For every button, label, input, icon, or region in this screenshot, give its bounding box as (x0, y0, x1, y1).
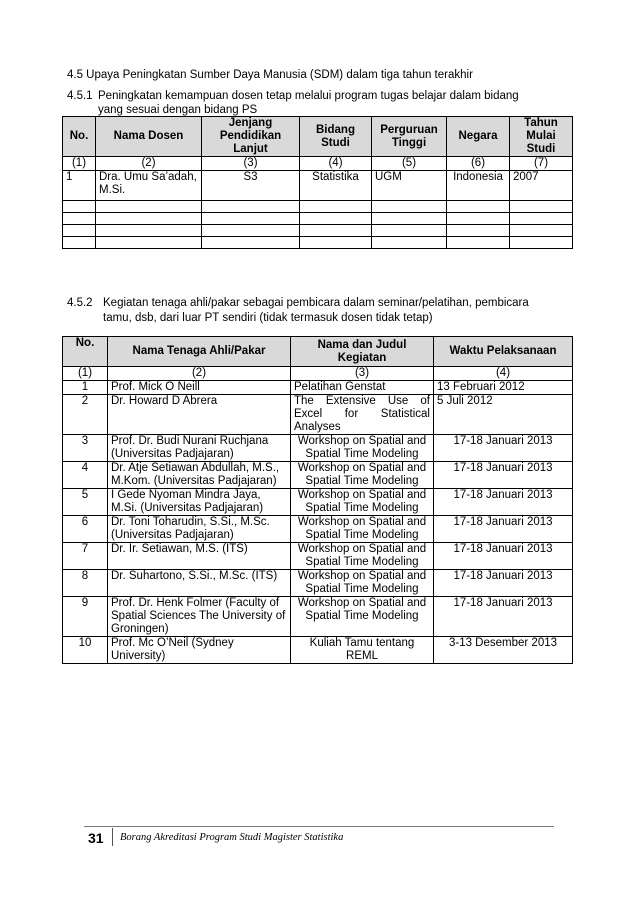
table2-cell-nama: Dr. Toni Toharudin, S.Si., M.Sc. (Universitas Padjajaran) (108, 516, 291, 543)
footer-divider (84, 826, 554, 827)
table2-cell-waktu: 17-18 Januari 2013 (434, 489, 573, 516)
table2-cell-kegiatan: Pelatihan Genstat (291, 381, 434, 395)
table1-colnum: (1) (63, 157, 96, 171)
table1-colnum: (6) (447, 157, 510, 171)
table-row (63, 597, 573, 637)
table-row (63, 381, 573, 395)
footer-separator (112, 828, 113, 846)
table2-cell-waktu: 13 Februari 2012 (434, 381, 573, 395)
table-row-empty (63, 237, 573, 249)
table1-cell-no: 1 (63, 171, 96, 201)
section-text-4-5-1-line2: yang sesuai dengan bidang PS (98, 104, 258, 116)
table1-colnum: (5) (372, 157, 447, 171)
table1-cell-nama: Dra. Umu Sa’adah, M.Si. (96, 171, 202, 201)
table-row (63, 543, 573, 570)
section-text-4-5-2-line1: Kegiatan tenaga ahli/pakar sebagai pembicara dalam seminar/pelatihan, pembicara (103, 297, 529, 309)
footer-text: Borang Akreditasi Program Studi Magister Statistika (120, 832, 344, 843)
section-text-4-5-2-line2: tamu, dsb, dari luar PT sendiri (tidak termasuk dosen tidak tetap) (103, 312, 433, 324)
table2-cell-waktu: 3-13 Desember 2013 (434, 637, 573, 664)
table-row-empty (63, 225, 573, 237)
table-row (63, 637, 573, 664)
table2-cell-nama: Prof. Mc O’Neil (Sydney University) (108, 637, 291, 664)
table2-cell-kegiatan: Workshop on Spatial and Spatial Time Modeling (291, 489, 434, 516)
table2-cell-waktu: 17-18 Januari 2013 (434, 570, 573, 597)
table2-cell-no: 6 (63, 516, 108, 543)
table-row (63, 570, 573, 597)
table1-colnum: (2) (96, 157, 202, 171)
table1-colnum: (3) (202, 157, 300, 171)
table2-cell-nama: Prof. Dr. Henk Folmer (Faculty of Spatial Sciences The University of Groningen) (108, 597, 291, 637)
table2-cell-no: 9 (63, 597, 108, 637)
table2-header-kegiatan: Nama dan Judul Kegiatan (291, 337, 434, 367)
table1-colnum: (4) (300, 157, 372, 171)
table-row (63, 462, 573, 489)
table2-cell-no: 8 (63, 570, 108, 597)
table2-cell-no: 7 (63, 543, 108, 570)
table1-cell-bidang: Statistika (300, 171, 372, 201)
table1-colnum: (7) (510, 157, 573, 171)
table1-cell-negara: Indonesia (447, 171, 510, 201)
table2-cell-nama: Dr. Suhartono, S.Si., M.Sc. (ITS) (108, 570, 291, 597)
table-row (63, 516, 573, 543)
table-row-empty (63, 213, 573, 225)
table2-cell-nama: Dr. Atje Setiawan Abdullah, M.S., M.Kom. (Universitas Padjajaran) (108, 462, 291, 489)
table1-header-jenjang: Jenjang Pendidikan Lanjut (202, 117, 300, 157)
table1-header-perguruan: Perguruan Tinggi (372, 117, 447, 157)
table2-colnum: (4) (434, 367, 573, 381)
table2-cell-kegiatan: The Extensive Use of Excel for Statistical Analyses (291, 395, 434, 435)
table2-cell-kegiatan: Workshop on Spatial and Spatial Time Modeling (291, 516, 434, 543)
table2-colnum: (3) (291, 367, 434, 381)
section-number-4-5-2: 4.5.2 (67, 297, 93, 309)
table-dosen-tugas-belajar (62, 116, 573, 249)
table1-header-tahun: Tahun Mulai Studi (510, 117, 573, 157)
table2-cell-no: 5 (63, 489, 108, 516)
table2-cell-nama: Prof. Dr. Budi Nurani Ruchjana (Universitas Padjajaran) (108, 435, 291, 462)
table2-cell-no: 4 (63, 462, 108, 489)
table2-cell-waktu: 17-18 Januari 2013 (434, 597, 573, 637)
table2-colnum: (1) (63, 367, 108, 381)
table2-cell-waktu: 5 Juli 2012 (434, 395, 573, 435)
table2-cell-kegiatan: Workshop on Spatial and Spatial Time Modeling (291, 597, 434, 637)
table2-cell-nama: Prof. Mick O Neill (108, 381, 291, 395)
table2-cell-no: 1 (63, 381, 108, 395)
table-row (63, 171, 573, 201)
table2-cell-nama: Dr. Howard D Abrera (108, 395, 291, 435)
table2-cell-waktu: 17-18 Januari 2013 (434, 462, 573, 489)
table2-header-nama: Nama Tenaga Ahli/Pakar (108, 337, 291, 367)
table1-header-no: No. (63, 117, 96, 157)
table2-cell-kegiatan: Kuliah Tamu tentang REML (291, 637, 434, 664)
table2-cell-waktu: 17-18 Januari 2013 (434, 435, 573, 462)
section-title-4-5: 4.5 Upaya Peningkatan Sumber Daya Manusia (SDM) dalam tiga tahun terakhir (67, 69, 473, 81)
table2-cell-no: 2 (63, 395, 108, 435)
table1-header-bidang: Bidang Studi (300, 117, 372, 157)
table-row (63, 395, 573, 435)
table1-cell-jenjang: S3 (202, 171, 300, 201)
table2-cell-waktu: 17-18 Januari 2013 (434, 543, 573, 570)
table2-colnum: (2) (108, 367, 291, 381)
table1-cell-tahun: 2007 (510, 171, 573, 201)
table2-header-waktu: Waktu Pelaksanaan (434, 337, 573, 367)
table2-cell-kegiatan: Workshop on Spatial and Spatial Time Modeling (291, 462, 434, 489)
table1-cell-perguruan: UGM (372, 171, 447, 201)
table-row-empty (63, 201, 573, 213)
table2-cell-waktu: 17-18 Januari 2013 (434, 516, 573, 543)
table1-header-nama-dosen: Nama Dosen (96, 117, 202, 157)
table2-cell-nama: Dr. Ir. Setiawan, M.S. (ITS) (108, 543, 291, 570)
table2-header-no: No. (63, 337, 108, 367)
page-number: 31 (88, 830, 104, 846)
table2-cell-nama: I Gede Nyoman Mindra Jaya, M.Si. (Universitas Padjajaran) (108, 489, 291, 516)
table-row (63, 435, 573, 462)
table-row (63, 489, 573, 516)
table2-cell-kegiatan: Workshop on Spatial and Spatial Time Modeling (291, 570, 434, 597)
table2-cell-kegiatan: Workshop on Spatial and Spatial Time Modeling (291, 435, 434, 462)
table-tenaga-ahli (62, 336, 573, 664)
table2-cell-no: 10 (63, 637, 108, 664)
table2-cell-kegiatan: Workshop on Spatial and Spatial Time Modeling (291, 543, 434, 570)
section-number-4-5-1: 4.5.1 (67, 90, 93, 102)
table2-cell-no: 3 (63, 435, 108, 462)
table1-header-negara: Negara (447, 117, 510, 157)
section-text-4-5-1-line1: Peningkatan kemampuan dosen tetap melalui program tugas belajar dalam bidang (98, 90, 519, 102)
